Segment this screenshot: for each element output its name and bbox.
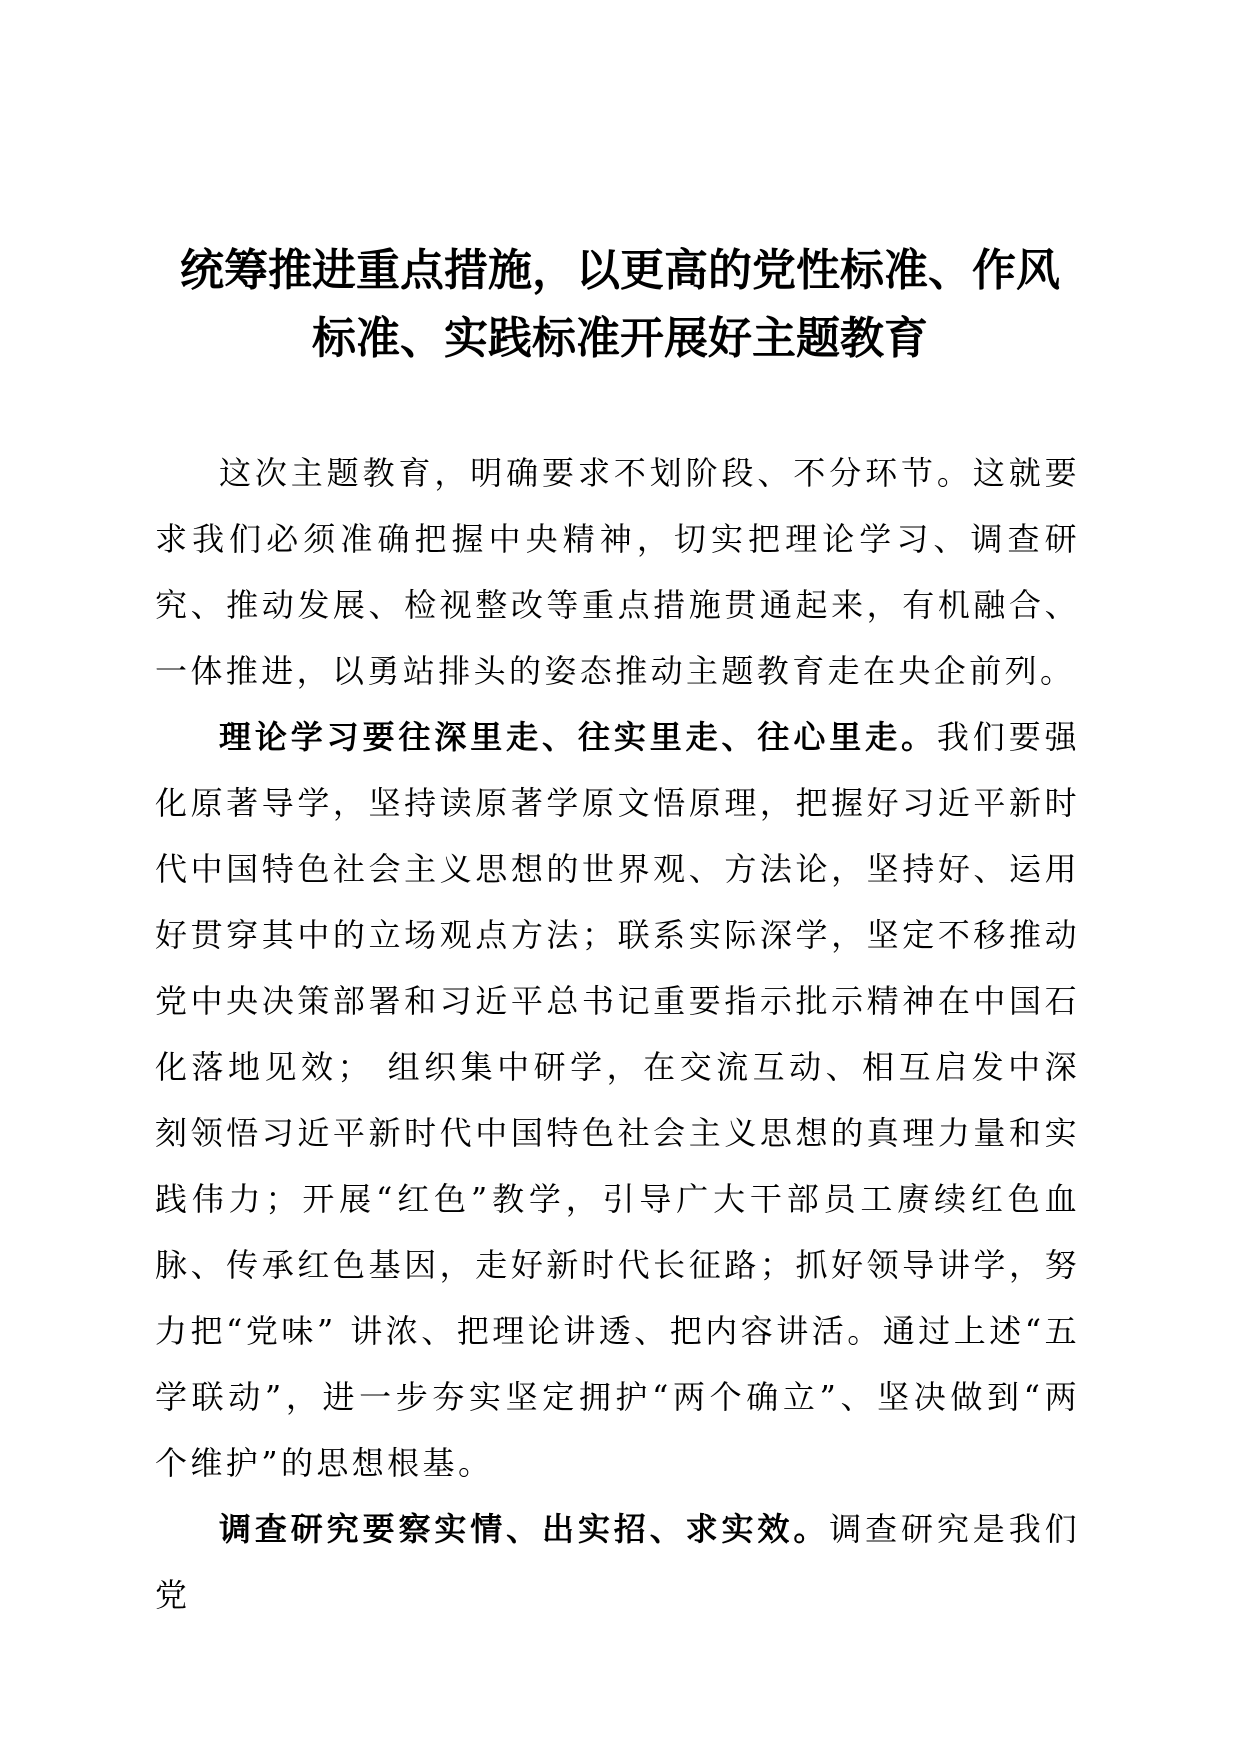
paragraph-research [155,1496,1080,1628]
document-body [155,440,1080,1628]
title-line-2: 标准、实践标准开展好主题教育 [312,313,928,364]
title-line-1: 统筹推进重点措施，以更高的党性标准、作风 [180,245,1060,296]
paragraph-text: 我们要强化原著导学，坚持读原著学原文悟原理，把握好习近平新时代中国特色社会主义思想的世界观、方法论，坚持好、运用好贯穿其中的立场观点方法；联系实际深学，坚定不移推动党中央决策部署和习近平总书记重要指示批示精神在中国石化落地见效； 组织集中研学，在交流互动、相互启发中深刻领悟习近平新时代中国特色社会主义思想的真理力量和实践伟力；开展“红色”教学，引导广大干部员工赓续红色血脉、传承红色基因，走好新时代长征路；抓好领导讲学，努力把“党味” 讲浓、把理论讲透、把内容讲活。通过上述“五学联动”，进一步夯实坚定拥护“两个确立”、坚决做到“两个维护”的思想根基。 [155,718,1080,1482]
paragraph-text: 这次主题教育，明确要求不划阶段、不分环节。这就要求我们必须准确把握中央精神，切实把理论学习、调查研究、推动发展、检视整改等重点措施贯通起来，有机融合、一体推进，以勇站排头的姿态推动主题教育走在央企前列。 [155,454,1080,690]
paragraph-intro [155,440,1080,704]
paragraph-text: 调查研究是我们党 [155,1510,1080,1614]
paragraph-theory-study [155,704,1080,1496]
paragraph-lead: 调查研究要察实情、出实招、求实效。 [219,1510,830,1548]
document-title [150,237,1090,373]
paragraph-lead: 理论学习要往深里走、往实里走、往心里走。 [219,718,937,756]
